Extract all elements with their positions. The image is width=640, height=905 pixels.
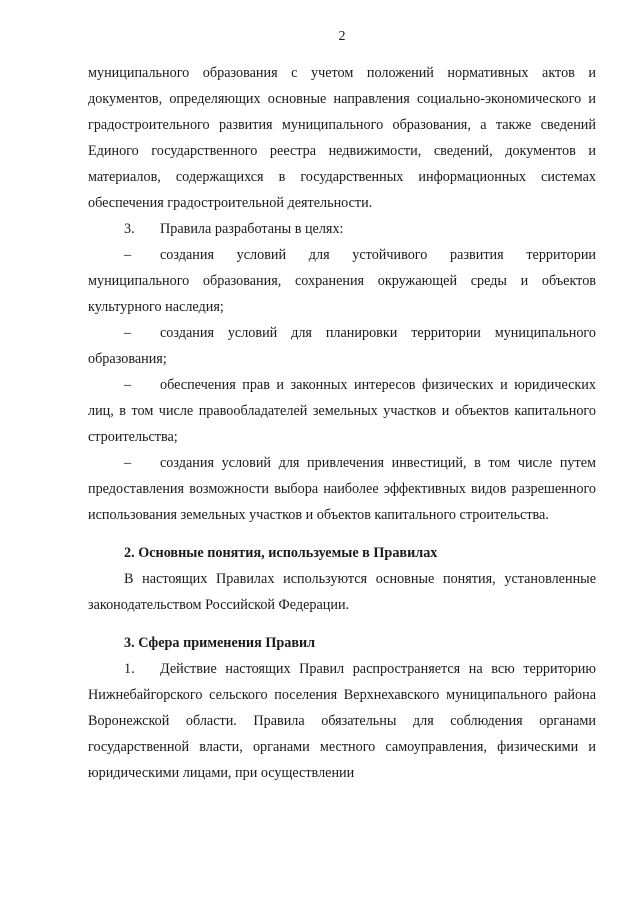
- goal-text: обеспечения прав и законных интересов физических и юридических лиц, в том числе правообладателей земельных участков и объектов капитального строительства;: [88, 377, 596, 445]
- document-page: [88, 28, 596, 786]
- goal-text: создания условий для планировки территории муниципального образования;: [88, 325, 596, 367]
- section-2-heading: 2. Основные понятия, используемые в Правилах: [124, 545, 438, 561]
- section-3-item-1: [88, 656, 596, 786]
- item-1-text: Действие настоящих Правил распространяется на всю территорию Нижнебайгорского сельского поселения Верхнехавского муниципального района Воронежской области. Правила обязательны для соблюдения органами государственной власти, органами местного самоуправления, физическими и юридическими лицами, при осуществлении: [88, 661, 596, 781]
- dash-marker: –: [124, 455, 132, 471]
- item-3: [88, 216, 596, 242]
- dash-marker: –: [124, 325, 132, 341]
- goal-item: [88, 320, 596, 372]
- page-number: 2: [338, 29, 346, 44]
- item-3-number: 3.: [124, 221, 135, 237]
- dash-marker: –: [124, 247, 132, 263]
- dash-marker: –: [124, 377, 132, 393]
- goal-item: [88, 450, 596, 528]
- item-1-number: 1.: [124, 661, 135, 677]
- intro-paragraph: муниципального образования с учетом положений нормативных актов и документов, определяющих основные направления социально-экономического и градостроительного развития муниципального образования, а также сведений Единого государственного реестра недвижимости, сведений, документов и материалов, содержащихся в государственных информационных системах обеспечения градостроительной деятельности.: [88, 65, 596, 211]
- goal-text: создания условий для устойчивого развития территории муниципального образования, сохранения окружающей среды и объектов культурного наследия;: [88, 247, 596, 315]
- goal-item: [88, 242, 596, 320]
- section-3-heading: 3. Сфера применения Правил: [124, 635, 316, 651]
- goal-item: [88, 372, 596, 450]
- section-2-text: В настоящих Правилах используются основные понятия, установленные законодательством Российской Федерации.: [88, 571, 596, 613]
- item-3-text: Правила разработаны в целях:: [160, 221, 344, 237]
- goal-text: создания условий для привлечения инвестиций, в том числе путем предоставления возможности выбора наиболее эффективных видов разрешенного использования земельных участков и объектов капитального строительства.: [88, 455, 596, 523]
